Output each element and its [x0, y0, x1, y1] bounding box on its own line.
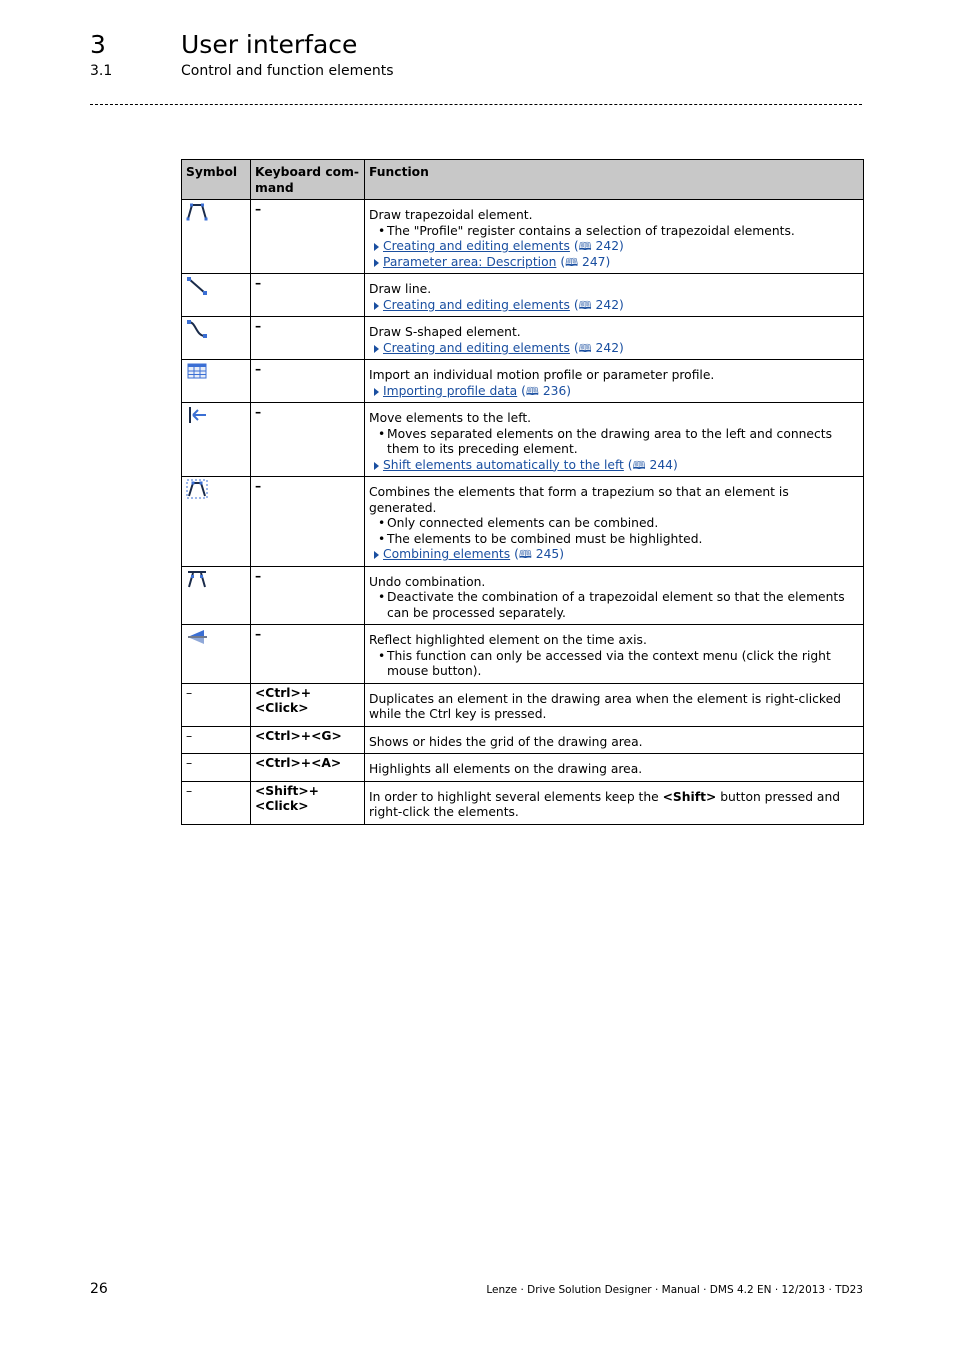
page-reference: 236: [542, 383, 567, 398]
symbol-none: –: [186, 685, 193, 700]
page-reference: 247: [582, 254, 606, 269]
function-description: [369, 790, 859, 821]
keyboard-command-cell: –: [251, 625, 365, 684]
table-row: [182, 754, 864, 782]
header-keyboard-command: Keyboard com-mand: [251, 160, 365, 200]
function-description: Combines the elements that form a trapezium so that an element is generated.: [369, 485, 789, 515]
symbol-cell: [182, 625, 251, 684]
trapezoid-element-icon: [186, 211, 208, 225]
symbol-cell: [182, 274, 251, 317]
cross-reference-link[interactable]: Combining elements (🕮 245): [369, 547, 859, 563]
keyboard-command-cell: –: [251, 317, 365, 360]
keyboard-command-cell: –: [251, 566, 365, 625]
keyboard-command-cell: –: [251, 477, 365, 567]
keyboard-command-cell: <Ctrl>+<Click>: [251, 683, 365, 726]
page-reference: 242: [595, 340, 620, 355]
function-cell: [365, 754, 864, 782]
function-cell: [365, 781, 864, 824]
book-icon: 🕮: [578, 341, 592, 355]
function-cell: [365, 726, 864, 754]
book-icon: 🕮: [565, 255, 579, 269]
bullet-item: • The "Profile" register contains a selection of trapezoidal elements.: [369, 224, 859, 240]
cross-reference-link[interactable]: Creating and editing elements (🕮 242): [369, 341, 859, 357]
cross-reference-link[interactable]: Shift elements automatically to the left (🕮 244): [369, 458, 859, 474]
keyboard-command-cell: <Ctrl>+<A>: [251, 754, 365, 782]
function-cell: [365, 683, 864, 726]
link-text[interactable]: Shift elements automatically to the left: [383, 457, 624, 472]
table-row: [182, 360, 864, 403]
function-description: Import an individual motion profile or parameter profile.: [369, 368, 715, 382]
table-row: [182, 403, 864, 477]
chapter-number: 3: [90, 30, 106, 59]
bullet-item: • Moves separated elements on the drawing area to the left and connects them to its preceding element.: [369, 427, 859, 458]
bullet-list: [369, 224, 859, 240]
function-description: Draw S-shaped element.: [369, 325, 521, 339]
control-elements-table: [181, 159, 864, 825]
keyboard-command-cell: <Ctrl>+<G>: [251, 726, 365, 754]
s-shaped-element-icon: [186, 328, 208, 342]
move-left-icon: [186, 414, 208, 428]
header-symbol: Symbol: [182, 160, 251, 200]
bullet-list: [369, 427, 859, 458]
function-cell: [365, 274, 864, 317]
function-description: Move elements to the left.: [369, 411, 532, 425]
page-reference: 244: [649, 457, 673, 472]
symbol-cell: [182, 683, 251, 726]
function-description: Undo combination.: [369, 574, 486, 589]
bullet-item: • The elements to be combined must be highlighted.: [369, 532, 859, 548]
import-profile-icon: [186, 369, 208, 383]
function-description: Reflect highlighted element on the time axis.: [369, 633, 647, 647]
keyboard-command-cell: –: [251, 274, 365, 317]
link-text[interactable]: Creating and editing elements: [383, 239, 570, 253]
header-divider: [90, 104, 862, 105]
function-cell: [365, 625, 864, 684]
keyboard-command-cell: –: [251, 403, 365, 477]
book-icon: 🕮: [525, 384, 539, 398]
page-reference: 245: [535, 547, 560, 561]
table-row: [182, 477, 864, 567]
cross-reference-link[interactable]: Creating and editing elements (🕮 242): [369, 298, 859, 314]
footer-info: Lenze · Drive Solution Designer · Manual · DMS 4.2 EN · 12/2013 · TD23: [486, 1284, 863, 1296]
function-cell: [365, 403, 864, 477]
description-text: button pressed and right-click the elements.: [369, 789, 841, 819]
function-description: Draw trapezoidal element.: [369, 208, 533, 222]
function-description: Draw line.: [369, 282, 432, 296]
bullet-list: [369, 590, 859, 621]
table-row: [182, 200, 864, 274]
cross-reference-link[interactable]: Creating and editing elements (🕮 242): [369, 239, 859, 255]
book-icon: 🕮: [578, 298, 592, 312]
symbol-cell: [182, 317, 251, 360]
function-description: Shows or hides the grid of the drawing area.: [369, 734, 643, 749]
section-number: 3.1: [90, 63, 113, 79]
symbol-none: –: [186, 756, 193, 770]
line-element-icon: [186, 285, 208, 299]
keyboard-command-cell: –: [251, 360, 365, 403]
link-text[interactable]: Combining elements: [383, 547, 511, 561]
symbol-cell: [182, 403, 251, 477]
function-cell: [365, 477, 864, 567]
reflect-time-axis-icon: [186, 636, 208, 650]
table-row: [182, 274, 864, 317]
function-description: Duplicates an element in the drawing area when the element is right-clicked while the Ctrl key is pressed.: [369, 691, 841, 721]
table-row: [182, 317, 864, 360]
key-name: <Shift>: [662, 789, 717, 804]
link-text[interactable]: Parameter area: Description: [383, 254, 557, 269]
function-cell: [365, 200, 864, 274]
function-description: Highlights all elements on the drawing area.: [369, 762, 643, 776]
cross-reference-link[interactable]: Parameter area: Description (🕮 247): [369, 255, 859, 271]
symbol-cell: [182, 566, 251, 625]
bullet-list: [369, 516, 859, 547]
table-row: [182, 625, 864, 684]
page-number: 26: [90, 1281, 108, 1297]
bullet-item: • Only connected elements can be combined.: [369, 516, 859, 532]
link-text[interactable]: Creating and editing elements: [383, 340, 570, 355]
page-reference: 242: [595, 239, 620, 253]
book-icon: 🕮: [578, 240, 592, 253]
cross-reference-link[interactable]: Importing profile data (🕮 236): [369, 384, 859, 400]
keyboard-command-cell: <Shift>+<Click>: [251, 781, 365, 824]
symbol-cell: [182, 200, 251, 274]
description-text: In order to highlight several elements keep the: [369, 789, 663, 804]
link-text[interactable]: Creating and editing elements: [383, 297, 570, 312]
link-text[interactable]: Importing profile data: [383, 383, 518, 398]
symbol-cell: [182, 781, 251, 824]
section-title: Control and function elements: [181, 63, 394, 79]
keyboard-command-cell: –: [251, 200, 365, 274]
symbol-cell: [182, 754, 251, 782]
symbol-cell: [182, 477, 251, 567]
header-function: Function: [365, 160, 864, 200]
bullet-item: • This function can only be accessed via the context menu (click the right mouse button).: [369, 649, 859, 680]
symbol-cell: [182, 726, 251, 754]
bullet-item: • Deactivate the combination of a trapezoidal element so that the elements can be processed separately.: [369, 590, 859, 621]
table-row: [182, 781, 864, 824]
page-reference: 242: [595, 297, 620, 312]
symbol-none: –: [186, 728, 193, 743]
book-icon: 🕮: [632, 458, 646, 472]
function-cell: [365, 360, 864, 403]
table-row: [182, 683, 864, 726]
combine-elements-icon: [186, 488, 208, 502]
symbol-cell: [182, 360, 251, 403]
table-header-row: [182, 160, 864, 200]
undo-combination-icon: [186, 578, 208, 592]
symbol-none: –: [186, 783, 193, 798]
bullet-list: [369, 649, 859, 680]
book-icon: 🕮: [518, 548, 532, 561]
chapter-title: User interface: [181, 30, 358, 59]
table-row: [182, 566, 864, 625]
function-cell: [365, 566, 864, 625]
table-row: [182, 726, 864, 754]
function-cell: [365, 317, 864, 360]
